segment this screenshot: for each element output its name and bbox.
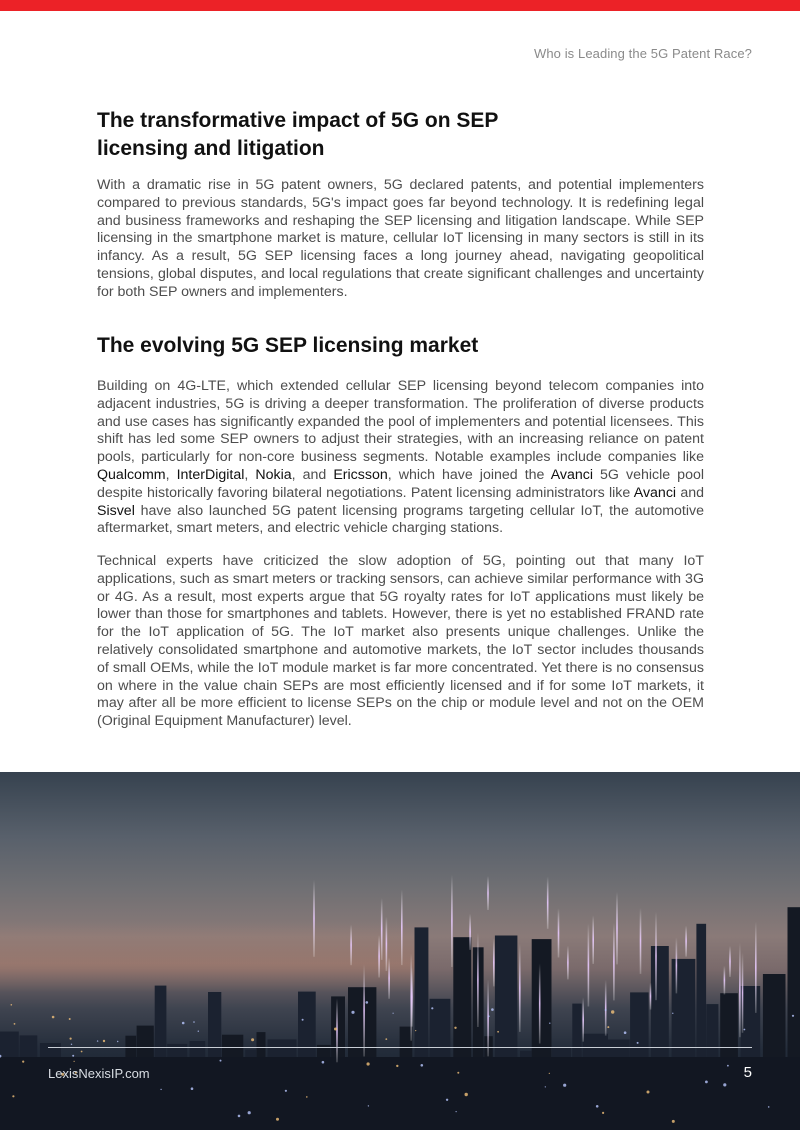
light-beam: [558, 908, 560, 957]
city-light: [457, 1072, 459, 1074]
light-beam: [451, 875, 453, 967]
city-light: [22, 1061, 24, 1063]
city-light: [366, 1001, 369, 1004]
light-beam: [655, 912, 657, 1001]
light-beam: [487, 979, 489, 1056]
light-beam: [378, 935, 380, 978]
city-light: [491, 1008, 494, 1011]
text-run: ,: [165, 466, 177, 483]
city-light: [454, 1027, 456, 1029]
light-beam: [350, 925, 352, 966]
city-light: [182, 1022, 185, 1025]
city-light: [334, 1028, 337, 1031]
light-beam: [650, 983, 652, 1010]
city-light: [367, 1062, 370, 1065]
city-light: [117, 1041, 118, 1042]
city-light: [302, 1019, 304, 1021]
light-beam: [313, 880, 315, 957]
light-beam: [739, 943, 741, 1037]
city-light: [705, 1081, 708, 1084]
city-light: [768, 1106, 770, 1108]
light-beam: [755, 922, 757, 1013]
city-light: [238, 1115, 241, 1118]
city-light: [744, 1029, 746, 1031]
city-light: [456, 1111, 457, 1112]
company-qualcomm: Qualcomm: [97, 466, 166, 483]
company-interdigital: InterDigital: [176, 466, 245, 483]
city-light: [672, 1013, 673, 1014]
city-light: [607, 1026, 609, 1028]
company-avanci-2: Avanci: [633, 484, 677, 501]
text-run: 5G vehicle pool despite historically favoring bilateral negotiations. Patent licensing administrators like: [97, 466, 705, 501]
city-light: [14, 1023, 16, 1025]
section-title-licensing-market: The evolving 5G SEP licensing market: [97, 334, 479, 357]
text-run: , and: [291, 466, 334, 483]
city-light: [220, 1060, 222, 1062]
body-paragraph-licensing-market: [97, 378, 704, 538]
city-light: [285, 1090, 287, 1092]
text-run: , which have joined the: [387, 466, 551, 483]
light-beam: [640, 908, 642, 974]
text-run: ,: [244, 466, 256, 483]
company-avanci: Avanci: [550, 466, 594, 483]
light-beam: [547, 877, 549, 929]
light-beam: [567, 946, 569, 980]
light-beam: [729, 946, 731, 977]
city-light: [647, 1091, 650, 1094]
section-title-transformative-impact: [97, 107, 704, 163]
city-light: [251, 1038, 254, 1041]
city-light: [74, 1061, 75, 1062]
city-light: [723, 1083, 726, 1086]
page-number: 5: [743, 1064, 752, 1081]
city-light: [97, 1040, 98, 1041]
light-beam: [605, 980, 607, 1036]
city-light: [393, 1013, 394, 1014]
city-light: [11, 1004, 13, 1006]
city-light: [396, 1065, 398, 1067]
city-light: [385, 1038, 387, 1040]
light-beam: [487, 876, 489, 910]
light-beam: [469, 914, 471, 950]
city-light: [549, 1073, 550, 1074]
city-light: [611, 1010, 614, 1013]
light-beam: [588, 923, 590, 1006]
light-beam: [724, 966, 726, 995]
light-beam: [742, 953, 744, 1033]
city-light: [497, 1031, 499, 1033]
running-header-title: Who is Leading the 5G Patent Race?: [533, 46, 752, 61]
city-light: [368, 1105, 369, 1106]
city-light: [276, 1118, 279, 1121]
footer-website-link[interactable]: LexisNexisIP.com: [48, 1066, 150, 1081]
city-light: [351, 1011, 354, 1014]
city-light: [191, 1087, 194, 1090]
city-light: [545, 1086, 546, 1087]
text-run: and: [676, 484, 704, 501]
light-beam: [381, 898, 383, 960]
light-beam: [539, 963, 541, 1043]
city-light: [322, 1061, 325, 1064]
city-light: [465, 1093, 468, 1096]
company-nokia: Nokia: [255, 466, 292, 483]
city-light: [193, 1021, 195, 1023]
text-run: Building on 4G-LTE, which extended cellular SEP licensing beyond telecom companies into adjacent industries, 5G is driving a deeper transformation. The proliferation of diverse products and use cases has significantly expanded the pool of implementers and potential licensees. This shift has led some SEP owners to adjust their strategies, with an increasing reliance on patent pools, particularly for non-core business segments. Notable examples include companies like: [97, 378, 704, 466]
section-title-line-1: The transformative impact of 5G on SEP: [97, 109, 499, 132]
city-light: [727, 1065, 729, 1067]
city-light: [198, 1031, 199, 1032]
light-beam: [685, 926, 687, 957]
city-light: [624, 1031, 627, 1034]
light-beam: [401, 889, 403, 965]
city-light: [672, 1120, 675, 1123]
light-beam: [386, 917, 388, 971]
city-light: [792, 1015, 794, 1017]
city-light: [52, 1016, 55, 1019]
section-title-line-2: licensing and litigation: [97, 137, 325, 160]
city-light: [69, 1018, 71, 1020]
city-light: [488, 1015, 490, 1017]
light-beam: [519, 944, 521, 1032]
light-beam: [410, 954, 412, 1041]
light-beam: [388, 958, 390, 999]
city-light: [306, 1096, 308, 1098]
city-light: [81, 1051, 83, 1053]
light-beam: [493, 938, 495, 986]
city-light: [248, 1111, 251, 1114]
city-light: [596, 1105, 599, 1108]
city-light: [160, 1089, 161, 1090]
city-light: [12, 1095, 14, 1097]
city-light: [563, 1084, 566, 1087]
city-light: [72, 1055, 74, 1057]
city-light: [431, 1007, 433, 1009]
light-beam: [676, 937, 678, 993]
city-light: [549, 1023, 550, 1024]
city-light: [602, 1112, 604, 1114]
city-light: [71, 1044, 72, 1045]
light-beam: [616, 892, 618, 964]
text-run: have also launched 5G patent licensing programs targeting cellular IoT, the automotive aftermarket, smart meters, and electric vehicle charging stations.: [97, 502, 704, 537]
city-light: [446, 1099, 448, 1101]
company-ericsson: Ericsson: [333, 466, 388, 483]
light-beam: [363, 964, 365, 1056]
city-light: [415, 1030, 416, 1031]
light-beam: [582, 997, 584, 1041]
body-paragraph-impact: With a dramatic rise in 5G patent owners, 5G declared patents, and potential implementers compared to previous standards, 5G's impact goes far beyond technology. It is redefining legal and business frameworks and reshaping the SEP licensing and litigation landscape. While SEP licensing in the smartphone market is mature, cellular IoT licensing in many sectors is still in its infancy. As a result, 5G SEP licensing faces a long journey ahead, navigating geopolitical tensions, global disputes, and local regulations that create significant challenges and uncertainty for both SEP owners and implementers.: [97, 177, 704, 300]
top-accent-bar: [0, 0, 800, 11]
city-light: [70, 1038, 72, 1040]
light-beam: [592, 915, 594, 964]
city-light: [103, 1040, 105, 1042]
light-beam: [613, 923, 615, 1001]
body-paragraph-iot-adoption: Technical experts have criticized the slow adoption of 5G, pointing out that many IoT applications, such as smart meters or tracking sensors, can achieve similar performance with 3G or 4G. As a result, most experts argue that 5G royalty rates for IoT applications must likely be lower than those for smartphones and tablets. However, there is yet no established FRAND rate for the IoT application of 5G. The IoT market also presents unique challenges. Unlike the relatively consolidated smartphone and automotive markets, the IoT sector includes thousands of small OEMs, while the IoT module market is far more concentrated. Yet there is no consensus on where in the value chain SEPs are most efficiently licensed and if for some IoT markets, it may after all be more efficient to license SEPs on the chip or module level and not on the OEM (Original Equipment Manufacturer) level.: [97, 553, 704, 730]
footer-divider: [48, 1047, 752, 1048]
city-light: [605, 1009, 607, 1011]
city-light: [637, 1042, 639, 1044]
company-sisvel: Sisvel: [97, 502, 135, 519]
city-light: [421, 1064, 424, 1067]
light-beam: [477, 933, 479, 1027]
light-beam: [336, 999, 338, 1063]
